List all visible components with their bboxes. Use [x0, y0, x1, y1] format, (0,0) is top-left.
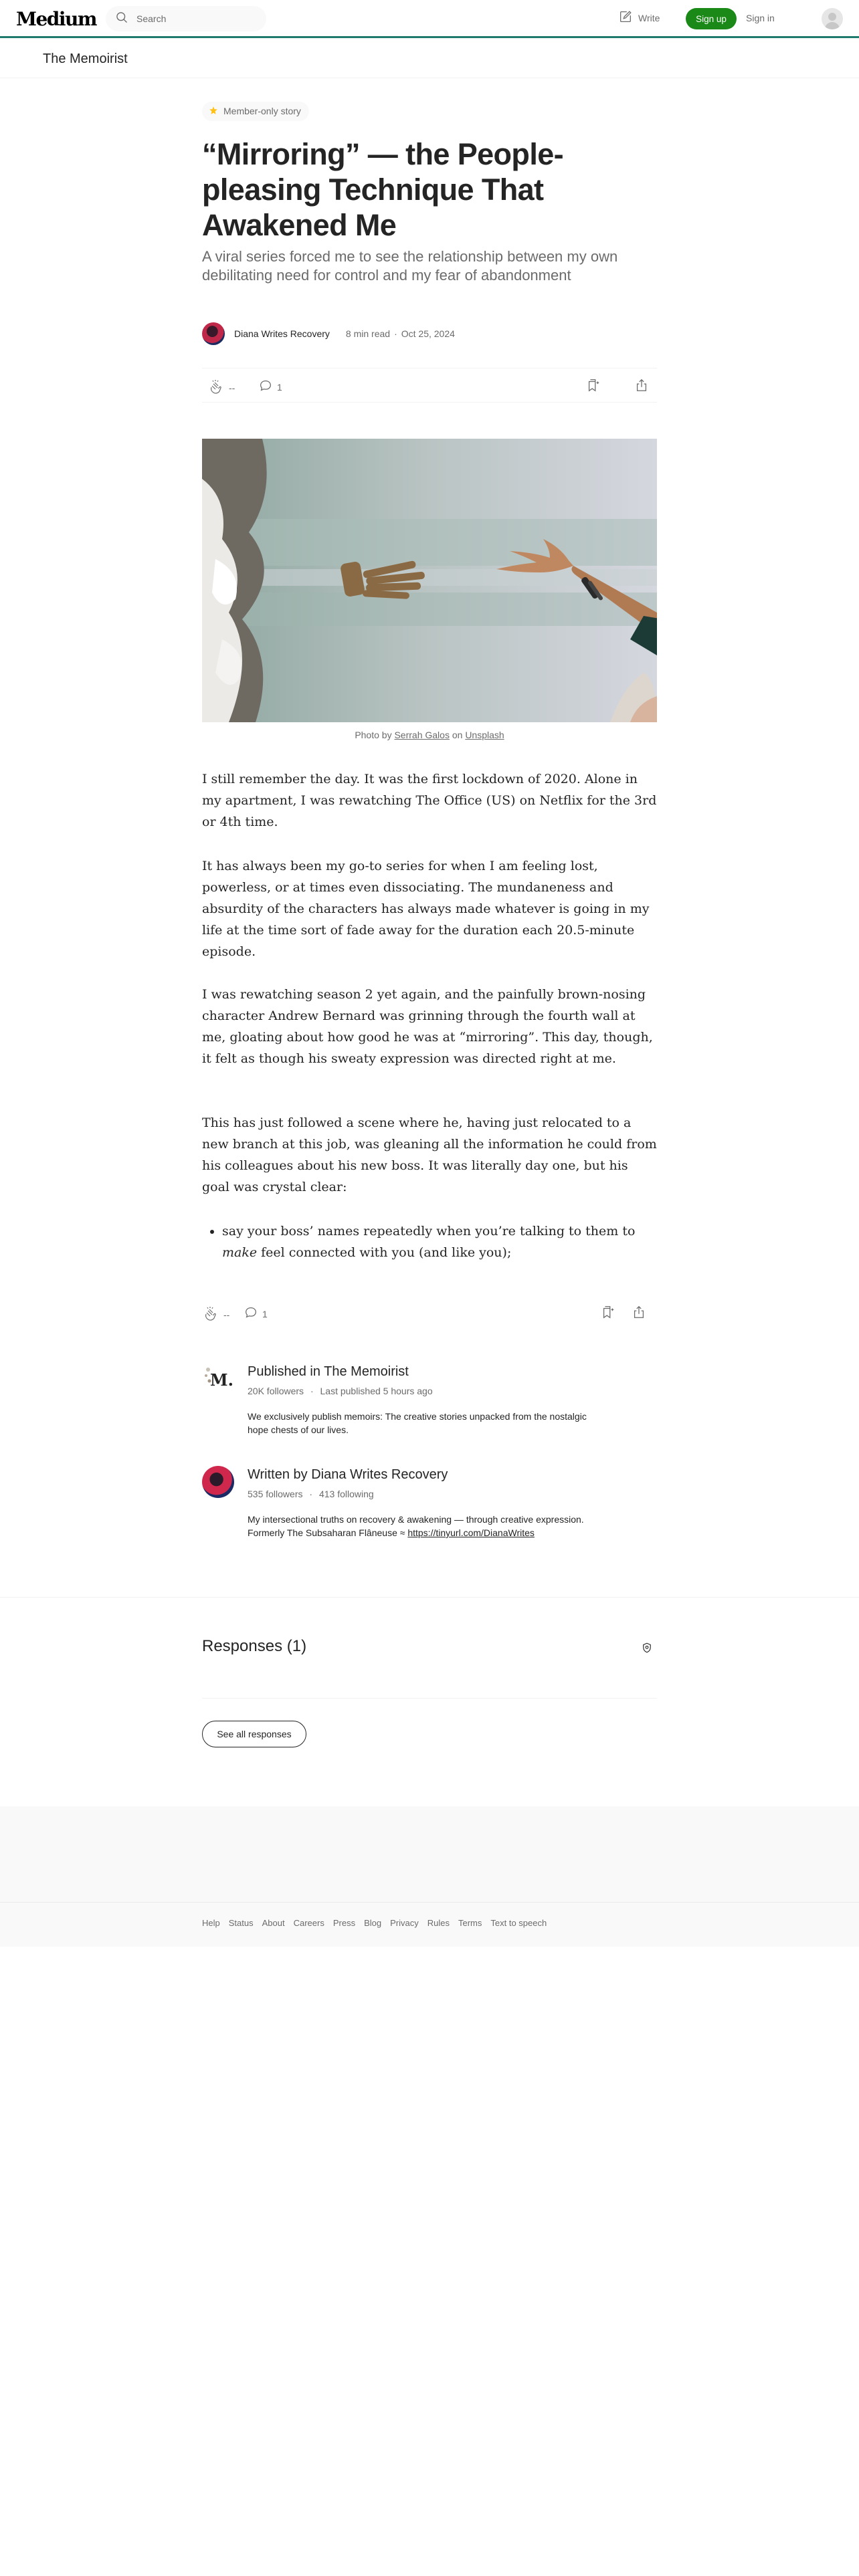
sign-in-link[interactable]: Sign in	[746, 13, 775, 23]
article-subtitle: A viral series forced me to see the relationship between my own debilitating need for control and my fear of abandonment	[202, 248, 618, 284]
author-followers: 535 followers	[248, 1489, 303, 1499]
sign-up-button[interactable]: Sign up	[686, 8, 737, 29]
unsplash-link[interactable]: Unsplash	[465, 730, 504, 740]
author-link[interactable]: https://tinyurl.com/DianaWrites	[407, 1527, 535, 1538]
clap-count: --	[223, 1309, 230, 1320]
list-item: • say your boss’ names repeatedly when you’re talking to them to make feel connected with you (and like you);	[222, 1220, 657, 1263]
caption-prefix: Photo by	[355, 730, 392, 740]
footer-link-press[interactable]: Press	[332, 1918, 356, 1928]
publication-stats: 20K followers · Last published 5 hours ago	[248, 1386, 433, 1396]
comment-icon	[258, 379, 273, 395]
comment-icon	[244, 1305, 258, 1322]
author-card	[202, 1466, 657, 1553]
write-label: Write	[638, 12, 660, 23]
image-caption	[202, 730, 657, 740]
byline	[202, 320, 657, 347]
write-button[interactable]	[618, 9, 660, 26]
clap-icon	[207, 379, 223, 397]
write-icon	[618, 9, 633, 26]
star-icon	[209, 106, 218, 117]
bookmark-button[interactable]	[586, 378, 601, 396]
bookmark-icon	[601, 1311, 615, 1322]
footer-link-terms[interactable]: Terms	[458, 1918, 482, 1928]
author-name-link[interactable]: Diana Writes Recovery	[234, 328, 330, 339]
paragraph: This has just followed a scene where he, having just relocated to a new branch at this job, was gleaning all the information he could from his colleagues about his new boss. It was literally day one, but his goal was crystal clear:	[202, 1115, 657, 1194]
responses-button[interactable]	[244, 1305, 268, 1322]
paragraph: I was rewatching season 2 yet again, and the painfully brown-nosing character Andrew Bernard was grinning through the fourth wall at me, gloating about how good he was at “mirroring”. This day, though, it felt as though his sweaty expression was directed right at me.	[202, 987, 653, 1066]
responses-count: 1	[262, 1308, 268, 1319]
clap-count: --	[229, 382, 235, 393]
author-following: 413 following	[318, 1489, 374, 1499]
author-avatar[interactable]	[202, 322, 225, 345]
share-icon	[634, 384, 649, 395]
footer-link-status[interactable]: Status	[228, 1918, 254, 1928]
shield-icon[interactable]	[641, 1642, 653, 1657]
author-bio: My intersectional truths on recovery & awakening — through creative expression. Formerly The Subsaharan Flâneuse ≈	[248, 1514, 584, 1538]
hero-image	[202, 439, 657, 722]
responses-heading: Responses (1)	[202, 1637, 307, 1655]
user-avatar-icon[interactable]	[822, 8, 843, 29]
footer-link-text-to-speech[interactable]: Text to speech	[490, 1918, 547, 1928]
medium-logo[interactable]: Medium	[16, 8, 97, 30]
footer-links	[202, 1918, 547, 1928]
author-stats: 535 followers · 413 following	[248, 1489, 374, 1499]
share-button[interactable]	[632, 1305, 646, 1323]
footer-link-about[interactable]: About	[262, 1918, 285, 1928]
footer-link-rules[interactable]: Rules	[427, 1918, 450, 1928]
bookmark-icon	[586, 384, 601, 395]
footer-divider	[0, 1902, 859, 1903]
responses-divider	[202, 1698, 657, 1699]
last-published: Last published 5 hours ago	[320, 1386, 433, 1396]
paragraph: It has always been my go-to series for when I am feeling lost, powerless, or at times even dissociating. The mundaneness and absurdity of the characters has always made whatever is going in my life at the time sort of fade away for the duration each 20.5-minute episode.	[202, 859, 650, 959]
clap-icon	[202, 1305, 218, 1323]
paragraph: I still remember the day. It was the first lockdown of 2020. Alone in my apartment, I was rewatching The Office (US) on Netflix for the 3rd or 4th time.	[202, 772, 657, 829]
clap-button[interactable]	[207, 379, 235, 397]
written-by-title[interactable]: Written by Diana Writes Recovery	[248, 1467, 448, 1482]
bookmark-button[interactable]	[601, 1305, 615, 1323]
member-only-label: Member-only story	[223, 106, 301, 116]
article-action-bar-top	[202, 368, 657, 403]
publication-bar	[0, 38, 859, 78]
publication-followers: 20K followers	[248, 1386, 304, 1396]
share-button[interactable]	[634, 378, 649, 396]
article-action-bar-bottom	[202, 1295, 657, 1330]
footer-link-privacy[interactable]: Privacy	[390, 1918, 419, 1928]
caption-on: on	[452, 730, 463, 740]
footer-link-careers[interactable]: Careers	[293, 1918, 324, 1928]
photographer-link[interactable]: Serrah Galos	[394, 730, 450, 740]
publication-logo[interactable]	[202, 1363, 234, 1395]
clap-button[interactable]	[202, 1305, 229, 1323]
search-icon	[115, 11, 128, 27]
publish-date: Oct 25, 2024	[401, 328, 455, 339]
svg-text:M.: M.	[210, 1370, 233, 1390]
responses-count: 1	[277, 381, 282, 393]
read-time: 8 min read	[345, 328, 391, 339]
section-divider	[0, 1597, 859, 1598]
search-box[interactable]	[106, 6, 266, 31]
see-all-responses-button[interactable]: See all responses	[202, 1721, 306, 1747]
publication-card	[202, 1363, 657, 1436]
responses-button[interactable]	[258, 379, 282, 395]
publication-description: We exclusively publish memoirs: The creative stories unpacked from the nostalgic hope chests of our lives.	[248, 1411, 587, 1435]
publication-name-link[interactable]: The Memoirist	[43, 51, 128, 66]
separator-dot: ·	[394, 328, 397, 339]
published-in-title[interactable]: Published in The Memoirist	[248, 1364, 409, 1379]
author-card-avatar[interactable]	[202, 1466, 234, 1498]
author-description	[248, 1513, 595, 1539]
member-only-badge	[202, 100, 657, 122]
search-input[interactable]	[136, 13, 250, 24]
footer-link-help[interactable]: Help	[202, 1918, 220, 1928]
top-navigation-bar	[0, 0, 859, 38]
share-icon	[632, 1311, 646, 1322]
bullet-list	[202, 1220, 657, 1263]
footer-link-blog[interactable]: Blog	[364, 1918, 382, 1928]
article-title: “Mirroring” — the People-pleasing Technique That Awakened Me	[202, 137, 564, 242]
